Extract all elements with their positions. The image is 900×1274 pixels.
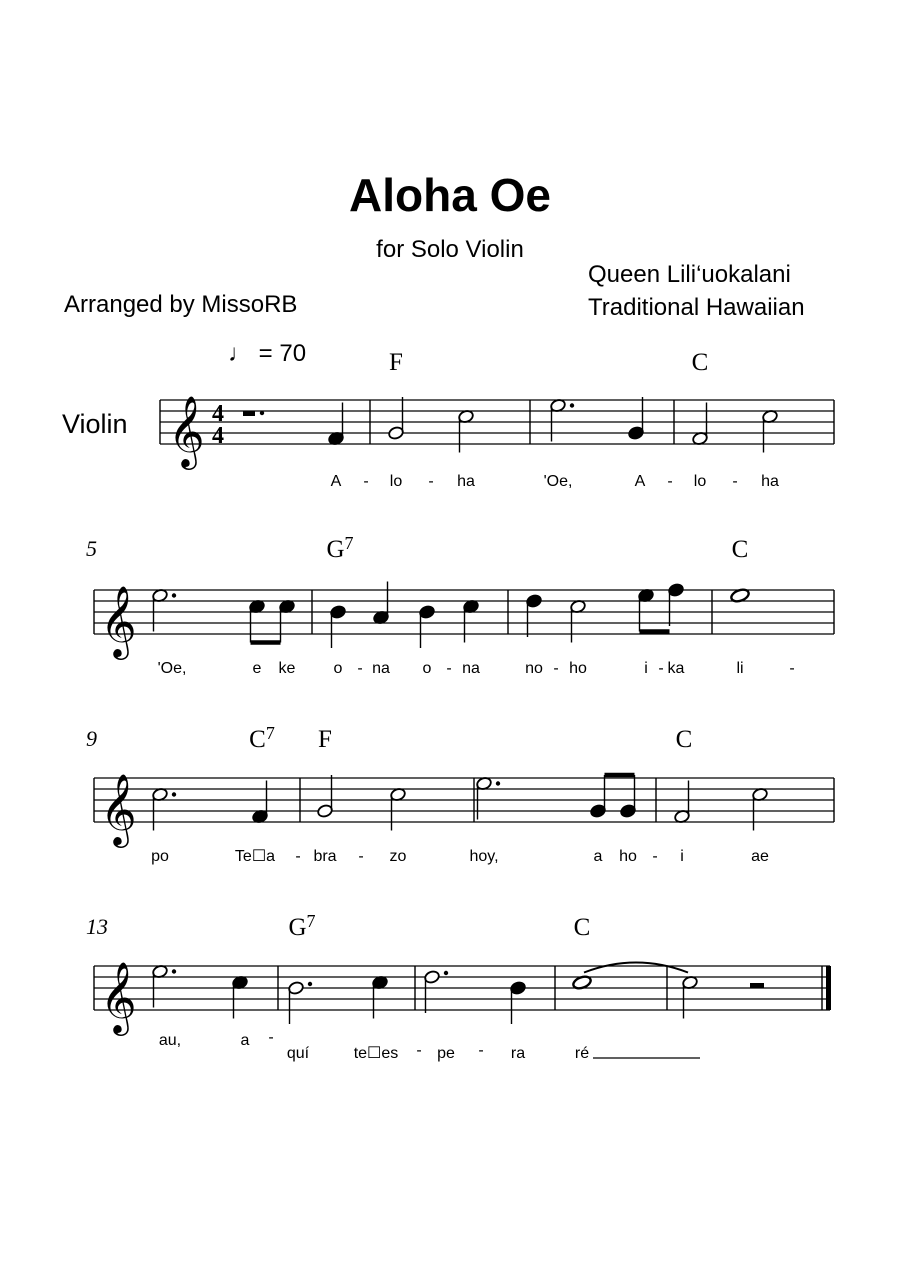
measure-number: 9 bbox=[86, 726, 97, 751]
measure-number: 5 bbox=[86, 536, 97, 561]
half-rest bbox=[243, 411, 255, 416]
lyric-syllable: ré bbox=[574, 1045, 590, 1062]
augmentation-dot bbox=[444, 971, 448, 975]
lyric-syllable: no bbox=[525, 660, 543, 677]
composer-origin: Traditional Hawaiian bbox=[588, 294, 805, 321]
lyric-syllable: ke bbox=[278, 660, 296, 677]
instrument-name: Violin bbox=[62, 409, 128, 439]
staff-system bbox=[160, 394, 834, 470]
final-barline-thick bbox=[826, 966, 831, 1010]
lyric-syllable: o bbox=[333, 660, 343, 677]
arranger-credit: Arranged by MissoRB bbox=[64, 291, 298, 318]
chord-symbol: C bbox=[731, 536, 749, 563]
chord-symbol: C bbox=[675, 726, 693, 753]
augmentation-dot bbox=[260, 411, 264, 415]
lyric-hyphen: - bbox=[553, 660, 559, 677]
augmentation-dot bbox=[496, 781, 500, 785]
chord-symbol: F bbox=[318, 726, 332, 753]
lyric-syllable: ha bbox=[761, 473, 779, 490]
lyric-hyphen: - bbox=[416, 1042, 422, 1059]
lyric-syllable: bra bbox=[313, 848, 337, 865]
lyric-syllable: zo bbox=[389, 848, 407, 865]
lyric-hyphen: - bbox=[667, 473, 673, 490]
augmentation-dot bbox=[172, 792, 176, 796]
time-signature-bottom: 4 bbox=[212, 423, 224, 449]
lyric-syllable: hoy, bbox=[469, 848, 499, 865]
lyric-syllable: pe bbox=[437, 1045, 455, 1062]
lyric-syllable: lo bbox=[693, 473, 707, 490]
lyric-hyphen: - bbox=[732, 473, 738, 490]
tempo-value: = 70 bbox=[258, 340, 307, 367]
treble-clef-icon: 𝄞 bbox=[168, 394, 205, 467]
composer-name: Queen Lili‘uokalani bbox=[588, 261, 791, 288]
score-subtitle: for Solo Violin bbox=[376, 236, 524, 263]
tie bbox=[584, 963, 688, 973]
measure-number: 13 bbox=[86, 914, 108, 939]
lyric-syllable: ra bbox=[510, 1045, 526, 1062]
staff-system bbox=[94, 960, 831, 1036]
lyric-hyphen: - bbox=[363, 473, 369, 490]
chord-symbol: C bbox=[573, 914, 591, 941]
lyric-syllable: Te☐a bbox=[234, 848, 276, 865]
treble-clef-icon: 𝄞 bbox=[100, 960, 137, 1033]
lyric-syllable: 'Oe, bbox=[157, 660, 187, 677]
time-signature-top: 4 bbox=[212, 401, 224, 427]
lyric-hyphen: - bbox=[652, 848, 658, 865]
lyric-hyphen: - bbox=[295, 848, 301, 865]
lyric-syllable: na bbox=[462, 660, 480, 677]
augmentation-dot bbox=[172, 969, 176, 973]
lyric-syllable: li bbox=[736, 660, 744, 677]
lyric-hyphen: - bbox=[446, 660, 452, 677]
lyric-syllable: ho bbox=[619, 848, 637, 865]
chord-symbol: $G^7$ bbox=[326, 533, 354, 563]
lyric-syllable: ka bbox=[667, 660, 685, 677]
lyric-syllable: na bbox=[372, 660, 390, 677]
lyric-syllable: o bbox=[422, 660, 432, 677]
augmentation-dot bbox=[172, 593, 176, 597]
lyric-hyphen: - bbox=[428, 473, 434, 490]
lyric-syllable: lo bbox=[389, 473, 403, 490]
lyric-hyphen: - bbox=[478, 1042, 484, 1059]
lyric-syllable: te☐es bbox=[353, 1045, 399, 1062]
chord-symbol: F bbox=[389, 349, 403, 376]
lyric-syllable: A bbox=[330, 473, 342, 490]
lyric-syllable: a bbox=[593, 848, 603, 865]
lyric-hyphen: - bbox=[358, 848, 364, 865]
lyric-hyphen: - bbox=[357, 660, 363, 677]
lyric-syllable: ha bbox=[457, 473, 475, 490]
half-rest bbox=[750, 983, 764, 988]
lyric-syllable: i bbox=[680, 848, 684, 865]
lyric-syllable: a bbox=[240, 1032, 250, 1049]
treble-clef-icon: 𝄞 bbox=[100, 772, 137, 845]
lyric-syllable: A bbox=[634, 473, 646, 490]
staff-system bbox=[94, 772, 834, 848]
lyric-syllable: au, bbox=[158, 1032, 182, 1049]
lyric-hyphen: - bbox=[268, 1029, 274, 1046]
lyric-hyphen: - bbox=[658, 660, 664, 677]
lyric-syllable: ae bbox=[751, 848, 769, 865]
lyric-syllable: ho bbox=[569, 660, 587, 677]
augmentation-dot bbox=[570, 403, 574, 407]
lyric-syllable: e bbox=[252, 660, 262, 677]
lyric-syllable: po bbox=[151, 848, 169, 865]
chord-symbol: $G^7$ bbox=[288, 911, 316, 941]
chord-symbol: C bbox=[691, 349, 709, 376]
lyric-syllable: 'Oe, bbox=[543, 473, 573, 490]
chord-symbol: $C^7$ bbox=[249, 723, 275, 753]
augmentation-dot bbox=[308, 982, 312, 986]
score-title: Aloha Oe bbox=[349, 169, 551, 221]
treble-clef-icon: 𝄞 bbox=[100, 584, 137, 657]
lyric-hyphen: - bbox=[789, 660, 795, 677]
lyric-syllable: quí bbox=[286, 1045, 310, 1062]
quarter-note-icon: ♩ bbox=[228, 340, 252, 367]
lyric-syllable: i bbox=[644, 660, 648, 677]
